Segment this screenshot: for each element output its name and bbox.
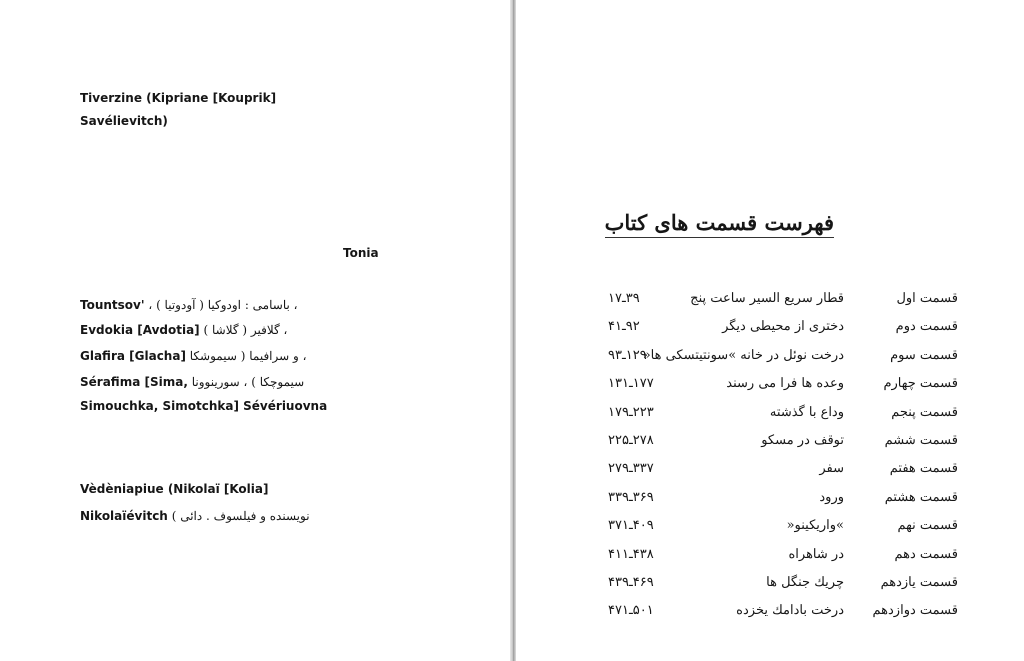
toc-part-label: قسمت دوم [895,319,958,335]
entry-39-line-2-latin: Nikolaïévitch [80,509,168,523]
entry-39-latin-1: Vèdèniapiue (Nikolaï [Kolia] [80,482,269,496]
entry-36-latin-2: Savélievitch) [80,114,168,128]
toc-title: فهرست قسمت های کتاب [605,210,834,238]
toc-page-range: ۲۲۳ـ۱۷۹ [608,404,654,420]
toc-chapter-name: درخت بادامك یخزده [736,603,844,619]
entry-38-line-2 [80,318,320,343]
toc-part-label: قسمت دوازدهم [872,603,958,619]
toc-page-range: ۱۲۹ـ۹۳ [608,347,647,363]
toc-part-label: قسمت نهم [897,518,958,534]
toc-chapter-name: سفر [819,461,844,477]
toc-chapter-name: درخت نوئل در خانه »سونتیتسکی ها« [642,347,844,363]
entry-39-line-2-text: ( نویسنده و فیلسوف . دائی [171,509,310,523]
entry-38-line-4-text: سیموچکا ) ، سورینوونا [191,375,305,389]
entry-38-line-3 [80,344,320,369]
right-page [516,0,1024,661]
toc-page-range: ۴۰۹ـ۳۷۱ [608,518,654,534]
entry-38-line-4 [80,370,320,395]
toc-part-label: قسمت پنجم [891,404,958,420]
toc-page-range: ۴۶۹ـ۴۳۹ [608,575,654,590]
toc-page-range: ۳۶۹ـ۳۳۹ [608,489,654,505]
toc-chapter-name: ورود [819,489,844,505]
toc-row [516,512,1024,540]
entry-36-latin-1: Tiverzine (Kipriane [Kouprik] [80,91,277,105]
toc-row [516,313,1024,341]
toc-chapter-name: »واریکینو« [786,518,844,534]
entry-38-line-3-text: و سرافیما ( سیموشکا ، [185,349,307,363]
toc-row [516,370,1024,398]
toc-chapter-name: وعده ها فرا می رسند [726,376,844,392]
entry-39-line-2 [80,504,320,529]
toc-chapter-name: وداع با گذشته [769,404,844,420]
toc-chapter-name: قطار سریع السیر ساعت پنج [690,291,844,306]
entry-37-latin: Tonia [343,246,379,260]
left-page [0,0,510,661]
toc-part-label: قسمت سوم [890,347,958,363]
toc-part-label: قسمت دهم [894,546,958,562]
toc-page-range: ۳۹ـ۱۷ [608,291,640,306]
entry-38-line-1-text: ، باسامی : اودوکیا ( آودوتیا ) ، [144,298,298,312]
entry-38-line-2-latin: Evdokia [Avdotia] [80,323,200,337]
toc-part-label: قسمت هشتم [884,489,958,505]
toc-row [516,342,1024,370]
toc-chapter-name: توقف در مسکو [761,433,844,448]
entry-38-line-1 [80,293,320,318]
toc-part-label: قسمت اول [896,291,958,306]
toc-page-range: ۹۲ـ۴۱ [608,319,640,335]
entry-38-line-3-latin: Glafira [Glacha] [80,349,186,363]
toc-row [516,541,1024,569]
toc-page-range: ۵۰۱ـ۴۷۱ [608,603,654,619]
toc-row [516,569,1024,597]
toc-page-range: ۴۳۸ـ۴۱۱ [608,546,654,562]
toc-row [516,484,1024,512]
toc-part-label: قسمت هفتم [889,461,958,477]
entry-38-line-2-text: گلافیر ( گلاشا ) ، [199,323,288,337]
toc-chapter-name: دختری از محیطی دیگر [722,319,844,335]
toc-chapter-name: چریك جنگل ها [766,575,844,590]
toc-part-label: قسمت ششم [884,433,958,448]
toc-row [516,427,1024,455]
toc-part-label: قسمت چهارم [883,376,958,392]
toc-row [516,455,1024,483]
entry-38-line-4-latin: Sérafima [Sima, [80,375,188,389]
entry-38-line-5: Simouchka, Simotchka] Sévériuovna [80,399,328,413]
toc-row [516,285,1024,313]
toc-page-range: ۳۳۷ـ۲۷۹ [608,461,654,477]
toc-row [516,399,1024,427]
toc-row [516,597,1024,625]
toc-chapter-name: در شاهراه [788,546,844,562]
toc-part-label: قسمت یازدهم [880,575,958,590]
toc-page-range: ۱۷۷ـ۱۳۱ [608,376,654,392]
toc-page-range: ۲۷۸ـ۲۲۵ [608,433,654,448]
entry-38-line-1-latin: Tountsov' [80,298,145,312]
